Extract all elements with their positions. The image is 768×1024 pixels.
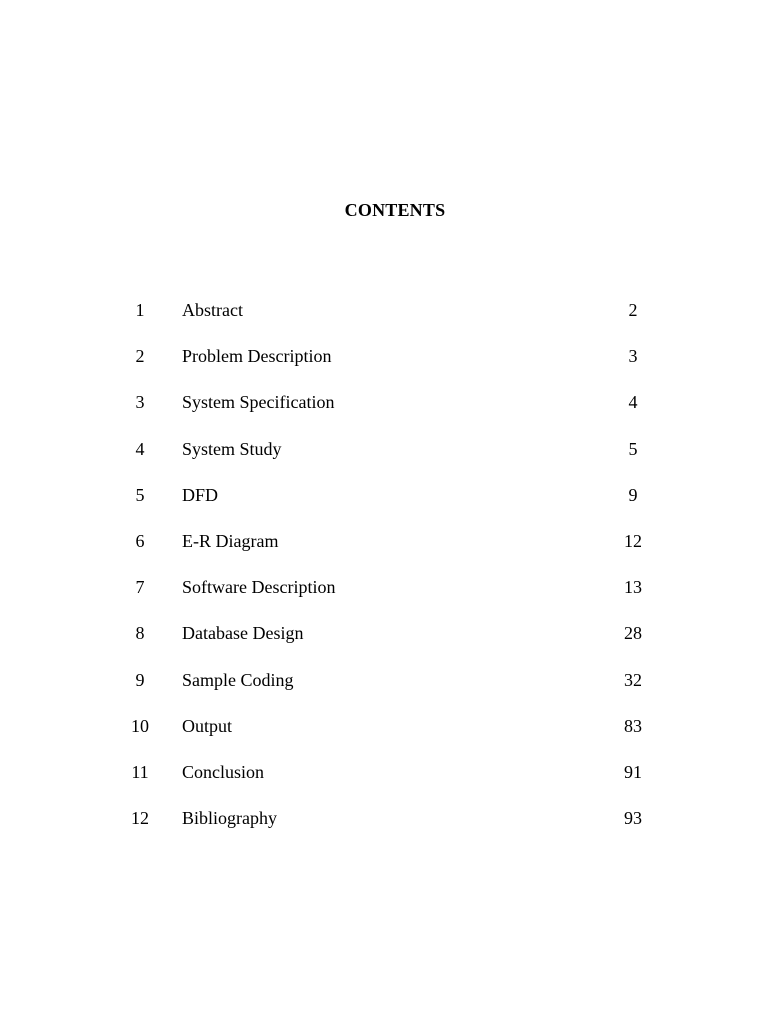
toc-row [0, 577, 768, 623]
toc-page-number: 12 [624, 530, 642, 551]
toc-row [0, 531, 768, 577]
toc-number: 11 [131, 761, 149, 782]
toc-number: 9 [135, 669, 145, 690]
table-of-contents [0, 300, 768, 854]
toc-row [0, 346, 768, 392]
toc-number: 7 [135, 577, 145, 598]
toc-row [0, 716, 768, 762]
toc-number: 1 [135, 300, 145, 320]
toc-label: Output [182, 715, 233, 736]
toc-label: Conclusion [182, 761, 265, 782]
toc-number: 5 [135, 484, 145, 505]
toc-page-number: 9 [628, 484, 638, 505]
toc-number: 12 [131, 808, 149, 829]
toc-row [0, 485, 768, 531]
toc-page-number: 4 [628, 392, 638, 413]
toc-label: Sample Coding [182, 669, 294, 690]
toc-number: 4 [135, 438, 145, 459]
toc-row [0, 808, 768, 854]
toc-page-number: 28 [624, 623, 642, 644]
toc-row [0, 300, 768, 346]
toc-label: Software Description [182, 577, 336, 598]
toc-page-number: 83 [624, 715, 642, 736]
toc-page-number: 93 [624, 808, 642, 829]
toc-label: Bibliography [182, 808, 277, 829]
toc-label: E-R Diagram [182, 530, 279, 551]
toc-row [0, 623, 768, 669]
toc-page-number: 5 [628, 438, 638, 459]
toc-page-number: 32 [624, 669, 642, 690]
toc-number: 10 [131, 715, 149, 736]
page-title: CONTENTS [344, 200, 446, 220]
toc-label: DFD [182, 484, 219, 505]
toc-page-number: 2 [628, 300, 638, 320]
toc-label: System Specification [182, 392, 335, 413]
toc-label: Database Design [182, 623, 304, 644]
toc-row [0, 392, 768, 438]
toc-label: System Study [182, 438, 282, 459]
toc-row [0, 762, 768, 808]
toc-row [0, 439, 768, 485]
toc-page-number: 91 [624, 761, 642, 782]
toc-number: 6 [135, 530, 145, 551]
toc-page-number: 13 [624, 577, 642, 598]
toc-number: 2 [135, 346, 145, 367]
toc-page-number: 3 [628, 346, 638, 367]
toc-number: 8 [135, 623, 145, 644]
toc-label: Abstract [182, 300, 243, 320]
toc-row [0, 670, 768, 716]
toc-number: 3 [135, 392, 145, 413]
toc-label: Problem Description [182, 346, 332, 367]
